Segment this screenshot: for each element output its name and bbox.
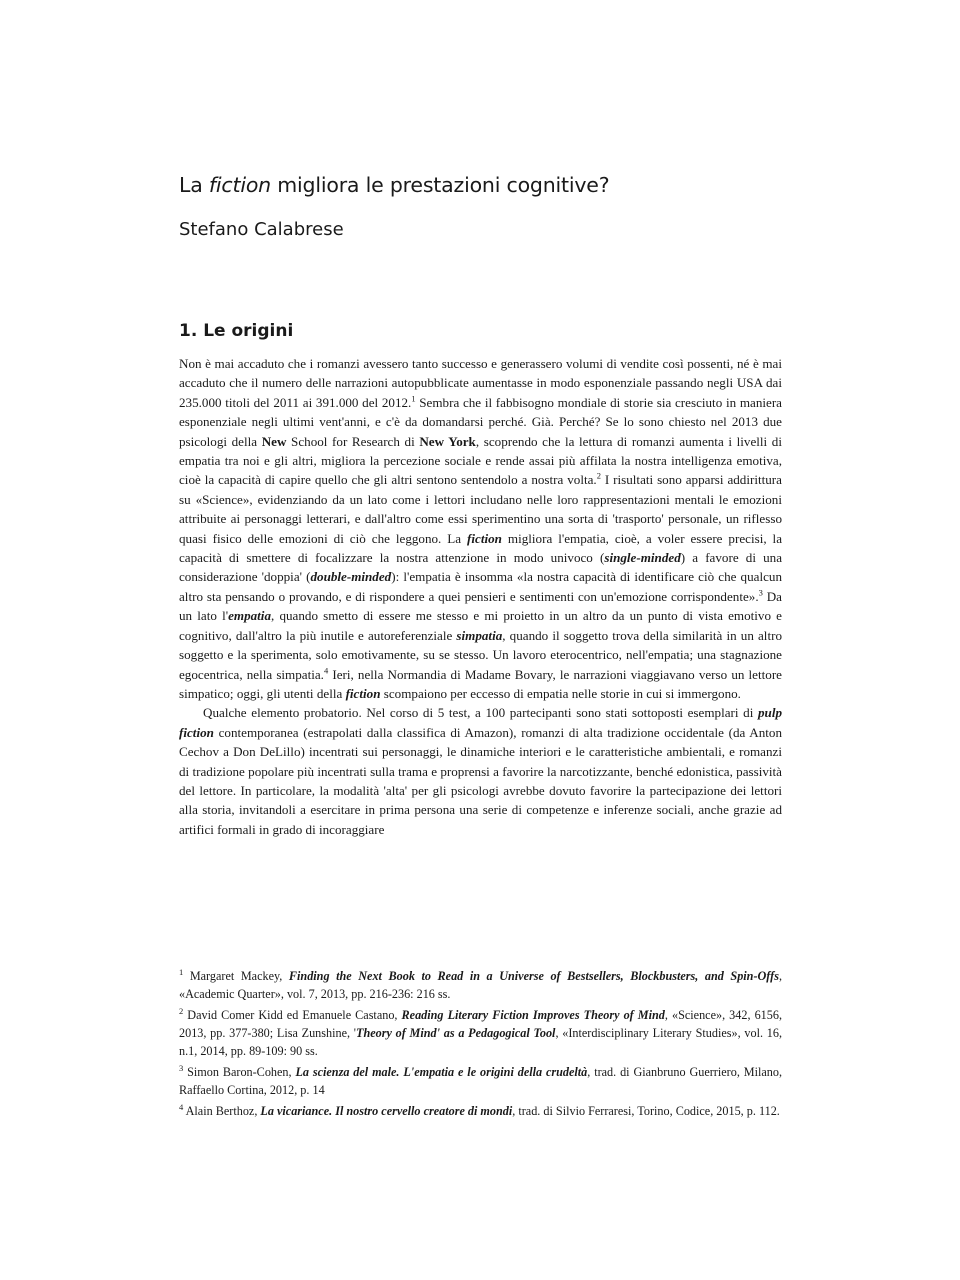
section-heading: 1. Le origini <box>179 321 294 341</box>
footnote-ref-1[interactable]: 1 <box>411 393 416 404</box>
footnote-2: $^2$ David Comer Kidd ed Emanuele Castano, Reading Literary Fiction Improves Theory of Mind, «Science», 342, 6156, 2013, pp. 377-380; Lisa Zunshine, 'Theory of Mind' as a Pedagogical Tool, «Interdisciplinary Literary Studies», vol. 16, n.1, 2014, pp. 89-109: 90 ss. <box>179 1005 782 1058</box>
title-prefix: La <box>179 173 209 197</box>
paragraph-1: Non è mai accaduto che i romanzi avessero tanto successo e generassero volumi di vendite così possenti, né è mai accaduto che il numero delle narrazioni autopubblicate aumentasse in modo esponenziale passando negli USA dai 235.000 titoli del 2011 ai 391.000 del 2012.$^1$ Sembra che il fabbisogno mondiale di storie sia cresciuto in maniera esponenziale negli ultimi vent'anni, e c'è da domandarsi perché. Già. Perché? Se lo sono chiesto nel 2013 due psicologi della New School for Research di New York, scoprendo che la lettura di romanzi aumenta i livelli di empatia tra noi e gli altri, migliora la percezione sociale e rende assai più affilata la nostra intelligenza emotiva, cioè la capacità di capire quello che gli altri sentono sentendolo a nostra volta.$^2$ I risultati sono apparsi addirittura su «Science», evidenziando da un lato come i lettori includano nelle loro rappresentazioni mentali le emozioni attribuite ai personaggi letterari, e dall'altro come essi sperimentino una sorta di 'trasporto' personale, un riflesso quasi fisico delle emozioni di ciò che leggono. La fiction migliora l'empatia, cioè, a voler essere precisi, la capacità di smettere di focalizzare la nostra attenzione in modo univoco (single-minded) a favore di una considerazione 'doppia' (double-minded): l'empatia è insomma «la nostra capacità di identificare ciò che qualcun altro sta pensando o provando, e di rispondere a quei pensieri e sentimenti con un'emozione corrispondente».$^3$ Da un lato l'empatia, quando smetto di essere me stesso e mi proietto in un altro da un punto di vista emotivo e cognitivo, dall'altro la più inutile e autoreferenziale simpatia, quando il soggetto trova della similarità in un altro soggetto e la sperimenta, solo emotivamente, su se stesso. Un lavoro eterocentrico, nell'empatia; una stagnazione egocentrica, nella simpatia.$^4$ Ieri, nella Normandia di Madame Bovary, le narrazioni viaggiavano verso un lettore simpatico; oggi, gli utenti della fiction scompaiono per eccesso di empatia nelle storie in cui si immergono. <box>179 356 783 701</box>
footnote-ref-2[interactable]: 2 <box>596 471 601 482</box>
article-title <box>179 173 609 197</box>
footnote-ref-4[interactable]: 4 <box>323 665 329 676</box>
article-author: Stefano Calabrese <box>179 219 344 240</box>
footnotes <box>179 967 782 1123</box>
footnote-3: $^3$ Simon Baron-Cohen, La scienza del male. L'empatia e le origini della crudeltà, trad. di Gianbruno Guerriero, Milano, Raffaello Cortina, 2012, p. 14 <box>179 1062 782 1097</box>
footnote-1: $^1$ Margaret Mackey, Finding the Next Book to Read in a Universe of Bestsellers, Blockbusters, and Spin-Offs, «Academic Quarter», vol. 7, 2013, pp. 216-236: 216 ss. <box>179 966 782 1001</box>
footnote-ref-3[interactable]: 3 <box>758 587 763 598</box>
title-suffix: migliora le prestazioni cognitive? <box>270 173 610 197</box>
footnote-4: $^4$ Alain Berthoz, La vicariance. Il nostro cervello creatore di mondi, trad. di Silvio Ferraresi, Torino, Codice, 2015, p. 112. <box>179 1101 780 1118</box>
body-text <box>179 354 782 839</box>
paragraph-2: Qualche elemento probatorio. Nel corso di 5 test, a 100 partecipanti sono stati sottoposti esemplari di pulp fiction contemporanea (estrapolati dalla classifica di Amazon), romanzi di alta tradizione occidentale (da Anton Cechov a Don DeLillo) incentrati sui personaggi, le dinamiche interiori e le caratteristiche ambientali, e romanzi di tradizione popolare più incentrati sulla trama e proprensi a favorire la narcotizzante, benché edonistica, passività del lettore. In particolare, la modalità 'alta' per gli psicologi avrebbe dovuto favorire la partecipazione dei lettori alla storia, invitandoli a esercitare in prima persona una serie di competenze e inferenze sociali, anche grazie ad artifici formali in grado di incoraggiare <box>179 705 782 837</box>
title-emphasis: fiction <box>208 173 271 197</box>
